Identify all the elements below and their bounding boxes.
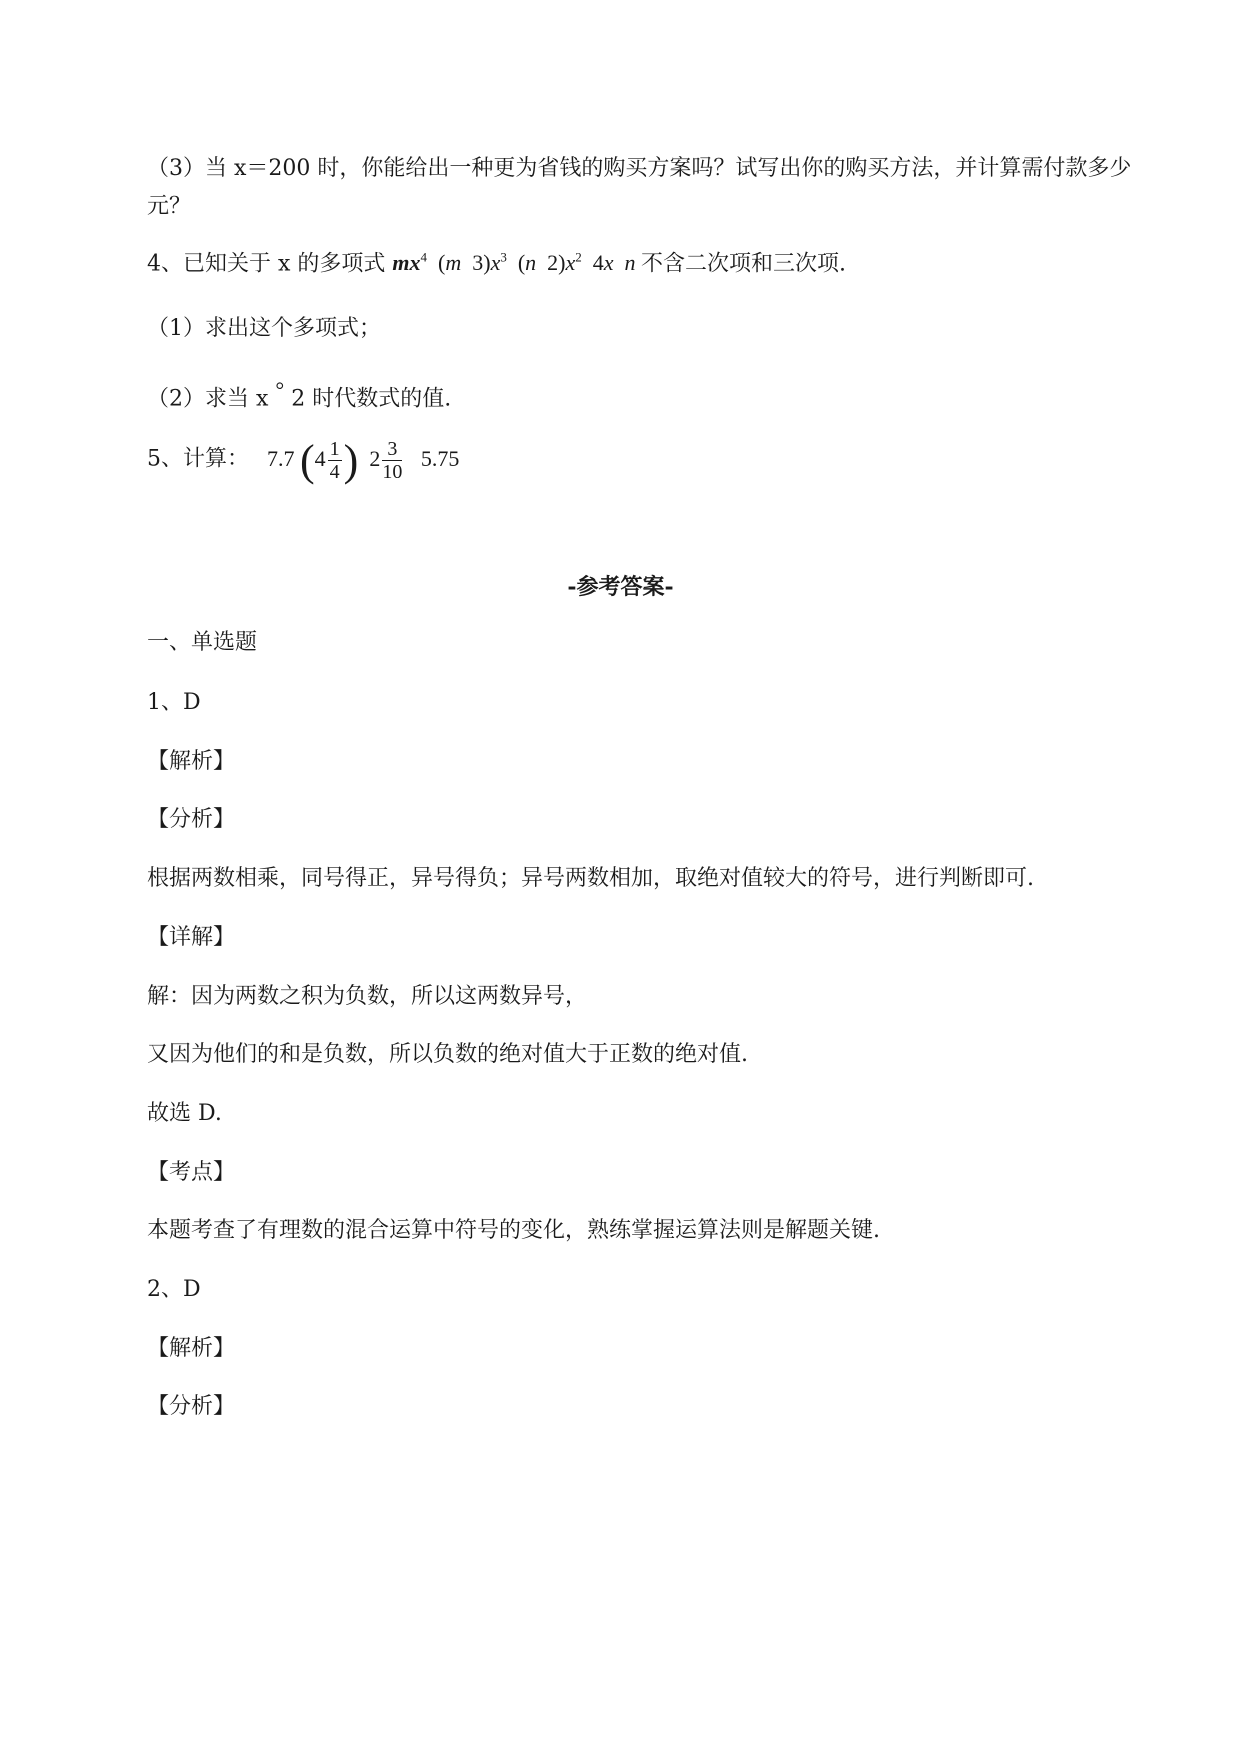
question-5-prefix: 5、计算： <box>147 446 249 472</box>
answer-1-xiangjie: 【详解】 <box>147 925 236 950</box>
question-4-part-1: （1）求出这个多项式； <box>147 316 381 341</box>
answer-2-label: 2、D <box>147 1277 201 1302</box>
answer-1-fenxi: 【分析】 <box>147 807 236 832</box>
polynomial-expression: $mx^4$ (m $3)x^3$ (n $2)x^2$ 4x n <box>392 250 636 276</box>
garbled-symbol: ° <box>275 377 285 402</box>
answers-title: -参考答案- <box>567 574 674 600</box>
answer-1-xiangjie-line-3: 故选 D. <box>147 1101 222 1126</box>
answer-1-kaodian: 【考点】 <box>147 1160 236 1185</box>
answer-1-fenxi-text: 根据两数相乘，同号得正，异号得负；异号两数相加，取绝对值较大的符号，进行判断即可. <box>147 866 1034 891</box>
question-3-part-3: （3）当 x＝200 时，你能给出一种更为省钱的购买方案吗？试写出你的购买方法，并计算需付款多少元？ <box>147 156 1132 219</box>
calculation-expression: 7.7 (4 $\frac{1}{4}$ ) 2 $\frac{3}{10}$ 5.75 <box>267 435 460 485</box>
answer-2-jiexi: 【解析】 <box>147 1336 236 1361</box>
answer-2-fenxi: 【分析】 <box>147 1394 236 1419</box>
answer-1-label: 1、D <box>147 690 201 715</box>
question-4-suffix: 不含二次项和三次项. <box>641 251 847 277</box>
question-4-part-2 <box>147 375 451 414</box>
question-4-part-2-suffix: 2 时代数式的值. <box>291 386 452 412</box>
section-heading: 一、单选题 <box>147 630 258 655</box>
answer-1-kaodian-text: 本题考查了有理数的混合运算中符号的变化，熟练掌握运算法则是解题关键. <box>147 1218 880 1243</box>
question-5 <box>147 435 460 485</box>
question-4 <box>147 243 846 279</box>
question-4-part-2-prefix: （2）求当 x <box>147 386 269 412</box>
answer-1-xiangjie-line-2: 又因为他们的和是负数，所以负数的绝对值大于正数的绝对值. <box>147 1042 748 1067</box>
answer-1-xiangjie-line-1: 解：因为两数之积为负数，所以这两数异号， <box>147 984 588 1009</box>
question-4-prefix: 4、已知关于 x 的多项式 <box>147 251 386 277</box>
answer-1-jiexi: 【解析】 <box>147 749 236 774</box>
